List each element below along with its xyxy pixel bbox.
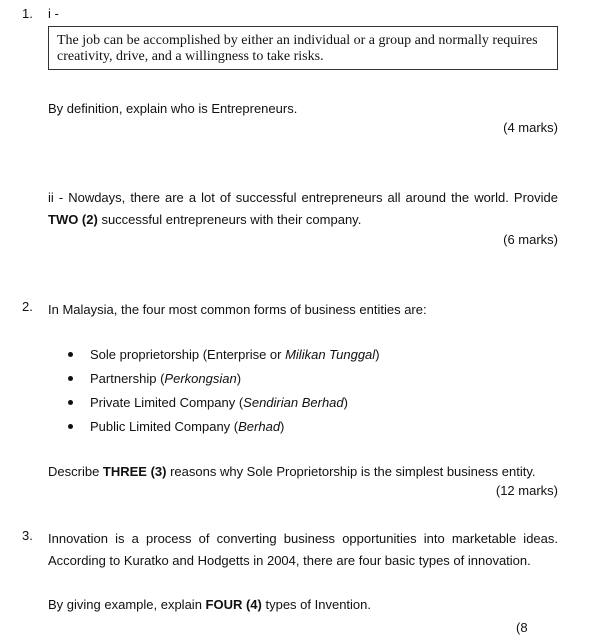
question-1-part-ii-bold: TWO (2): [48, 212, 98, 227]
list-item-italic: Perkongsian: [164, 371, 237, 386]
question-3-suffix: types of Invention.: [261, 597, 371, 612]
list-item-italic: Berhad: [238, 419, 281, 434]
question-1-part-i-marks: (4 marks): [503, 120, 558, 135]
question-2-bold: THREE (3): [102, 464, 167, 479]
list-item: [66, 344, 380, 368]
question-3-number: 3.: [22, 528, 33, 543]
question-2-question: [48, 461, 558, 483]
list-item-close: ): [236, 371, 242, 386]
question-2-suffix: reasons why Sole Proprietorship is the simplest business entity.: [166, 464, 536, 479]
bullet-icon: [68, 424, 73, 429]
list-item-text: Public Limited Company (: [90, 419, 239, 434]
list-item-italic: Sendirian Berhad: [243, 395, 344, 410]
business-entities-list: [66, 344, 380, 440]
question-3-bold: FOUR (4): [205, 597, 262, 612]
bullet-icon: [68, 352, 73, 357]
list-item: [66, 416, 380, 440]
bullet-icon: [68, 376, 73, 381]
list-item: [66, 392, 380, 416]
question-2-number: 2.: [22, 299, 33, 314]
question-2-marks: (12 marks): [495, 483, 558, 498]
question-1-number: 1.: [22, 6, 33, 21]
list-item-italic: Milikan Tunggal: [285, 347, 376, 362]
list-item-close: ): [280, 419, 285, 434]
question-1-part-ii-marks: (6 marks): [503, 232, 558, 247]
question-1-quote-box: [48, 26, 558, 70]
list-item-text: Partnership (: [90, 371, 165, 386]
question-1-part-ii-text: [48, 187, 558, 231]
question-3-intro: Innovation is a process of converting business opportunities into marketable ideas. According to Kuratko and Hodgetts in 2004, there are four basic types of innovation.: [48, 531, 558, 568]
question-1-part-ii-line-2: successful entrepreneurs with their company.: [97, 212, 362, 227]
question-3-marks: (8: [516, 620, 528, 635]
question-2-intro: In Malaysia, the four most common forms of business entities are:: [48, 302, 427, 317]
list-item-text: Private Limited Company (: [90, 395, 244, 410]
question-1-quote-text: The job can be accomplished by either an individual or a group and normally requires creativity, drive, and a willingness to take risks.: [57, 33, 538, 64]
bullet-icon: [68, 400, 73, 405]
question-1-part-ii-line-1: ii - Nowdays, there are a lot of successful entrepreneurs all around the world. Provide: [48, 190, 558, 205]
list-item-close: ): [343, 395, 348, 410]
list-item-close: ): [375, 347, 380, 362]
question-3-prefix: By giving example, explain: [48, 597, 206, 612]
question-1-part-i-question: By definition, explain who is Entrepreneurs.: [48, 101, 298, 116]
list-item: [66, 368, 380, 392]
list-item-text: Sole proprietorship (Enterprise or: [90, 347, 286, 362]
question-1-part-i-label: i -: [48, 6, 59, 21]
question-3-question: [48, 594, 558, 616]
question-2-prefix: Describe: [48, 464, 103, 479]
